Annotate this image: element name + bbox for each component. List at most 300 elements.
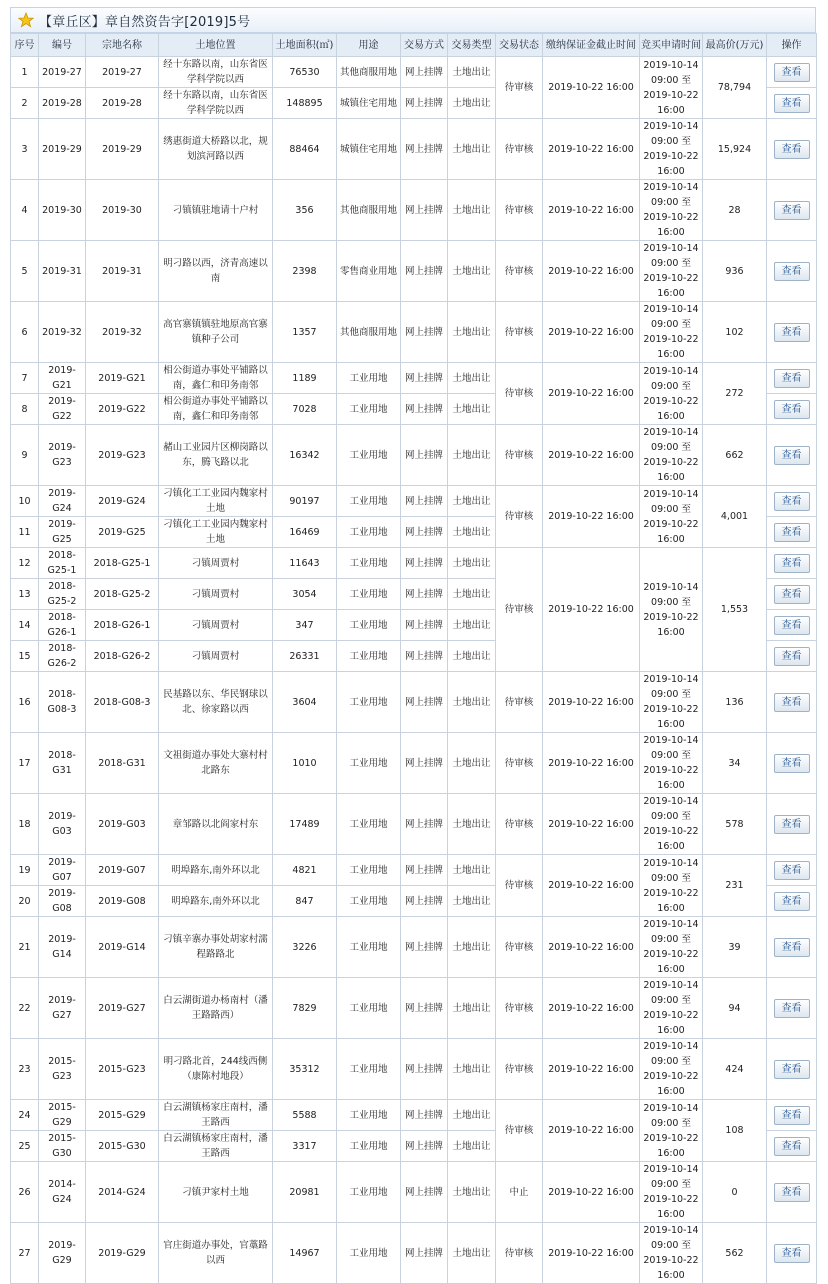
cell-max-price: 1,553 bbox=[703, 548, 767, 672]
cell-status: 待审核 bbox=[496, 1039, 543, 1100]
cell-code: 2019-G27 bbox=[39, 978, 86, 1039]
cell-method: 网上挂牌 bbox=[401, 88, 448, 119]
cell-area: 1010 bbox=[273, 733, 337, 794]
cell-status: 待审核 bbox=[496, 425, 543, 486]
cell-type: 土地出让 bbox=[448, 57, 496, 88]
cell-use: 工业用地 bbox=[337, 610, 401, 641]
table-row bbox=[11, 486, 817, 517]
cell-method: 网上挂牌 bbox=[401, 1100, 448, 1131]
cell-location: 明刁路以西，济青高速以南 bbox=[159, 241, 273, 302]
cell-method: 网上挂牌 bbox=[401, 794, 448, 855]
column-header-name: 宗地名称 bbox=[86, 34, 159, 57]
cell-status: 待审核 bbox=[496, 733, 543, 794]
cell-name: 2019-G22 bbox=[86, 394, 159, 425]
cell-method: 网上挂牌 bbox=[401, 733, 448, 794]
cell-use: 工业用地 bbox=[337, 978, 401, 1039]
cell-action bbox=[767, 610, 817, 641]
table-row bbox=[11, 855, 817, 886]
cell-code: 2019-G24 bbox=[39, 486, 86, 517]
cell-location: 官庄街道办事处，官藁路以西 bbox=[159, 1223, 273, 1284]
cell-name: 2019-G29 bbox=[86, 1223, 159, 1284]
view-button[interactable]: 查看 bbox=[774, 616, 810, 635]
cell-name: 2019-G21 bbox=[86, 363, 159, 394]
cell-max-price: 94 bbox=[703, 978, 767, 1039]
cell-action bbox=[767, 1223, 817, 1284]
cell-area: 5588 bbox=[273, 1100, 337, 1131]
cell-seq: 22 bbox=[11, 978, 39, 1039]
cell-seq: 26 bbox=[11, 1162, 39, 1223]
cell-area: 356 bbox=[273, 180, 337, 241]
cell-max-price: 562 bbox=[703, 1223, 767, 1284]
cell-method: 网上挂牌 bbox=[401, 886, 448, 917]
table-row bbox=[11, 57, 817, 88]
cell-apply-time: 2019-10-14 09:00 至 2019-10-22 16:00 bbox=[640, 1100, 703, 1162]
cell-name: 2019-G14 bbox=[86, 917, 159, 978]
cell-use: 工业用地 bbox=[337, 1100, 401, 1131]
cell-location: 章邹路以北阎家村东 bbox=[159, 794, 273, 855]
cell-type: 土地出让 bbox=[448, 241, 496, 302]
cell-area: 3604 bbox=[273, 672, 337, 733]
column-header-deposit-deadline: 缴纳保证金截止时间 bbox=[543, 34, 640, 57]
cell-name: 2018-G08-3 bbox=[86, 672, 159, 733]
table-row bbox=[11, 363, 817, 394]
cell-seq: 9 bbox=[11, 425, 39, 486]
cell-apply-time: 2019-10-14 09:00 至 2019-10-22 16:00 bbox=[640, 363, 703, 425]
cell-location: 刁镇尹家村土地 bbox=[159, 1162, 273, 1223]
cell-deposit-deadline: 2019-10-22 16:00 bbox=[543, 486, 640, 548]
cell-max-price: 0 bbox=[703, 1162, 767, 1223]
cell-area: 1357 bbox=[273, 302, 337, 363]
cell-location: 白云湖镇杨家庄南村，潘王路西 bbox=[159, 1131, 273, 1162]
table-row bbox=[11, 1162, 817, 1223]
cell-location: 明埠路东,南外环以北 bbox=[159, 855, 273, 886]
cell-seq: 11 bbox=[11, 517, 39, 548]
cell-seq: 13 bbox=[11, 579, 39, 610]
cell-action bbox=[767, 794, 817, 855]
view-button[interactable]: 查看 bbox=[774, 94, 810, 113]
cell-seq: 3 bbox=[11, 119, 39, 180]
table-row bbox=[11, 1223, 817, 1284]
cell-deposit-deadline: 2019-10-22 16:00 bbox=[543, 1223, 640, 1284]
cell-name: 2019-29 bbox=[86, 119, 159, 180]
cell-area: 847 bbox=[273, 886, 337, 917]
announcement-title: 【章丘区】章自然资告字[2019]5号 bbox=[39, 14, 251, 30]
cell-status: 待审核 bbox=[496, 119, 543, 180]
cell-area: 76530 bbox=[273, 57, 337, 88]
cell-location: 经十东路以南，山东省医学科学院以西 bbox=[159, 88, 273, 119]
cell-seq: 20 bbox=[11, 886, 39, 917]
cell-area: 26331 bbox=[273, 641, 337, 672]
cell-area: 11643 bbox=[273, 548, 337, 579]
cell-method: 网上挂牌 bbox=[401, 517, 448, 548]
cell-apply-time: 2019-10-14 09:00 至 2019-10-22 16:00 bbox=[640, 548, 703, 672]
cell-status: 待审核 bbox=[496, 855, 543, 917]
cell-apply-time: 2019-10-14 09:00 至 2019-10-22 16:00 bbox=[640, 302, 703, 363]
cell-seq: 10 bbox=[11, 486, 39, 517]
cell-method: 网上挂牌 bbox=[401, 180, 448, 241]
cell-code: 2019-G14 bbox=[39, 917, 86, 978]
cell-code: 2019-28 bbox=[39, 88, 86, 119]
column-header-location: 土地位置 bbox=[159, 34, 273, 57]
cell-location: 民基路以东、华民钢球以北、徐家路以西 bbox=[159, 672, 273, 733]
cell-use: 工业用地 bbox=[337, 363, 401, 394]
cell-seq: 14 bbox=[11, 610, 39, 641]
column-header-status: 交易状态 bbox=[496, 34, 543, 57]
cell-use: 工业用地 bbox=[337, 672, 401, 733]
cell-location: 刁镇周贾村 bbox=[159, 641, 273, 672]
cell-location: 刁镇镇驻地请十户村 bbox=[159, 180, 273, 241]
cell-action bbox=[767, 425, 817, 486]
table-row bbox=[11, 794, 817, 855]
land-parcel-table bbox=[10, 33, 817, 1284]
view-button[interactable]: 查看 bbox=[774, 999, 810, 1018]
column-header-use: 用途 bbox=[337, 34, 401, 57]
view-button[interactable]: 查看 bbox=[774, 400, 810, 419]
cell-action bbox=[767, 302, 817, 363]
table-row bbox=[11, 302, 817, 363]
cell-location: 相公街道办事处平铺路以南，鑫仁和印务南邻 bbox=[159, 394, 273, 425]
cell-action bbox=[767, 641, 817, 672]
cell-code: 2018-G25-2 bbox=[39, 579, 86, 610]
cell-type: 土地出让 bbox=[448, 1162, 496, 1223]
cell-name: 2019-28 bbox=[86, 88, 159, 119]
cell-use: 工业用地 bbox=[337, 855, 401, 886]
cell-area: 14967 bbox=[273, 1223, 337, 1284]
cell-apply-time: 2019-10-14 09:00 至 2019-10-22 16:00 bbox=[640, 672, 703, 733]
cell-code: 2019-G23 bbox=[39, 425, 86, 486]
view-button[interactable]: 查看 bbox=[774, 1106, 810, 1125]
cell-method: 网上挂牌 bbox=[401, 241, 448, 302]
cell-method: 网上挂牌 bbox=[401, 610, 448, 641]
cell-apply-time: 2019-10-14 09:00 至 2019-10-22 16:00 bbox=[640, 486, 703, 548]
cell-deposit-deadline: 2019-10-22 16:00 bbox=[543, 1100, 640, 1162]
cell-seq: 27 bbox=[11, 1223, 39, 1284]
view-button[interactable]: 查看 bbox=[774, 938, 810, 957]
cell-method: 网上挂牌 bbox=[401, 1223, 448, 1284]
view-button[interactable]: 查看 bbox=[774, 63, 810, 82]
view-button[interactable]: 查看 bbox=[774, 892, 810, 911]
cell-method: 网上挂牌 bbox=[401, 672, 448, 733]
cell-method: 网上挂牌 bbox=[401, 548, 448, 579]
cell-seq: 17 bbox=[11, 733, 39, 794]
cell-apply-time: 2019-10-14 09:00 至 2019-10-22 16:00 bbox=[640, 241, 703, 302]
cell-method: 网上挂牌 bbox=[401, 1039, 448, 1100]
cell-location: 刁镇化工工业园内魏家村土地 bbox=[159, 486, 273, 517]
cell-method: 网上挂牌 bbox=[401, 425, 448, 486]
cell-name: 2014-G24 bbox=[86, 1162, 159, 1223]
cell-use: 工业用地 bbox=[337, 794, 401, 855]
cell-seq: 16 bbox=[11, 672, 39, 733]
cell-area: 90197 bbox=[273, 486, 337, 517]
table-row bbox=[11, 180, 817, 241]
cell-status: 待审核 bbox=[496, 548, 543, 672]
star-icon[interactable] bbox=[15, 11, 37, 29]
cell-location: 绣惠街道大桥路以北，规划滨河路以西 bbox=[159, 119, 273, 180]
cell-apply-time: 2019-10-14 09:00 至 2019-10-22 16:00 bbox=[640, 733, 703, 794]
cell-seq: 25 bbox=[11, 1131, 39, 1162]
cell-location: 白云湖镇杨家庄南村，潘王路西 bbox=[159, 1100, 273, 1131]
cell-area: 7829 bbox=[273, 978, 337, 1039]
cell-code: 2019-31 bbox=[39, 241, 86, 302]
cell-seq: 6 bbox=[11, 302, 39, 363]
column-header-area: 土地面积(㎡) bbox=[273, 34, 337, 57]
cell-apply-time: 2019-10-14 09:00 至 2019-10-22 16:00 bbox=[640, 425, 703, 486]
cell-area: 3226 bbox=[273, 917, 337, 978]
cell-deposit-deadline: 2019-10-22 16:00 bbox=[543, 302, 640, 363]
view-button[interactable]: 查看 bbox=[774, 1244, 810, 1263]
cell-seq: 18 bbox=[11, 794, 39, 855]
table-row bbox=[11, 119, 817, 180]
cell-type: 土地出让 bbox=[448, 1039, 496, 1100]
view-button[interactable]: 查看 bbox=[774, 861, 810, 880]
cell-type: 土地出让 bbox=[448, 1131, 496, 1162]
cell-location: 刁镇周贾村 bbox=[159, 579, 273, 610]
cell-max-price: 231 bbox=[703, 855, 767, 917]
cell-seq: 21 bbox=[11, 917, 39, 978]
cell-location: 刁镇周贾村 bbox=[159, 610, 273, 641]
cell-deposit-deadline: 2019-10-22 16:00 bbox=[543, 733, 640, 794]
cell-action bbox=[767, 886, 817, 917]
column-header-seq: 序号 bbox=[11, 34, 39, 57]
cell-area: 88464 bbox=[273, 119, 337, 180]
cell-method: 网上挂牌 bbox=[401, 302, 448, 363]
cell-code: 2018-G31 bbox=[39, 733, 86, 794]
cell-location: 刁镇化工工业园内魏家村土地 bbox=[159, 517, 273, 548]
cell-deposit-deadline: 2019-10-22 16:00 bbox=[543, 180, 640, 241]
table-header-row bbox=[11, 34, 817, 57]
cell-type: 土地出让 bbox=[448, 363, 496, 394]
view-button[interactable]: 查看 bbox=[774, 262, 810, 281]
cell-max-price: 662 bbox=[703, 425, 767, 486]
cell-location: 刁镇辛寨办事处胡家村濡程路路北 bbox=[159, 917, 273, 978]
cell-location: 文祖街道办事处大寨村村北路东 bbox=[159, 733, 273, 794]
cell-deposit-deadline: 2019-10-22 16:00 bbox=[543, 1162, 640, 1223]
view-button[interactable]: 查看 bbox=[774, 369, 810, 388]
cell-apply-time: 2019-10-14 09:00 至 2019-10-22 16:00 bbox=[640, 794, 703, 855]
cell-max-price: 4,001 bbox=[703, 486, 767, 548]
table-row bbox=[11, 241, 817, 302]
cell-seq: 7 bbox=[11, 363, 39, 394]
cell-action bbox=[767, 855, 817, 886]
cell-method: 网上挂牌 bbox=[401, 1131, 448, 1162]
cell-use: 工业用地 bbox=[337, 548, 401, 579]
cell-type: 土地出让 bbox=[448, 88, 496, 119]
cell-deposit-deadline: 2019-10-22 16:00 bbox=[543, 794, 640, 855]
cell-max-price: 578 bbox=[703, 794, 767, 855]
cell-method: 网上挂牌 bbox=[401, 119, 448, 180]
view-button[interactable]: 查看 bbox=[774, 1137, 810, 1156]
cell-use: 其他商服用地 bbox=[337, 180, 401, 241]
cell-method: 网上挂牌 bbox=[401, 579, 448, 610]
cell-action bbox=[767, 1100, 817, 1131]
cell-name: 2019-G27 bbox=[86, 978, 159, 1039]
cell-deposit-deadline: 2019-10-22 16:00 bbox=[543, 672, 640, 733]
view-button[interactable]: 查看 bbox=[774, 693, 810, 712]
cell-status: 待审核 bbox=[496, 180, 543, 241]
view-button[interactable]: 查看 bbox=[774, 140, 810, 159]
cell-seq: 24 bbox=[11, 1100, 39, 1131]
cell-status: 待审核 bbox=[496, 486, 543, 548]
cell-apply-time: 2019-10-14 09:00 至 2019-10-22 16:00 bbox=[640, 57, 703, 119]
cell-area: 35312 bbox=[273, 1039, 337, 1100]
cell-code: 2018-G08-3 bbox=[39, 672, 86, 733]
cell-location: 高官寨镇镇驻地原高官寨镇种子公司 bbox=[159, 302, 273, 363]
table-row bbox=[11, 917, 817, 978]
cell-action bbox=[767, 517, 817, 548]
cell-location: 明埠路东,南外环以北 bbox=[159, 886, 273, 917]
cell-action bbox=[767, 978, 817, 1039]
view-button[interactable]: 查看 bbox=[774, 754, 810, 773]
view-button[interactable]: 查看 bbox=[774, 815, 810, 834]
view-button[interactable]: 查看 bbox=[774, 323, 810, 342]
cell-max-price: 108 bbox=[703, 1100, 767, 1162]
cell-code: 2018-G26-2 bbox=[39, 641, 86, 672]
view-button[interactable]: 查看 bbox=[774, 1060, 810, 1079]
cell-type: 土地出让 bbox=[448, 610, 496, 641]
cell-use: 工业用地 bbox=[337, 425, 401, 486]
cell-deposit-deadline: 2019-10-22 16:00 bbox=[543, 363, 640, 425]
cell-name: 2019-G24 bbox=[86, 486, 159, 517]
cell-max-price: 272 bbox=[703, 363, 767, 425]
cell-name: 2019-30 bbox=[86, 180, 159, 241]
title-bar bbox=[10, 7, 816, 33]
cell-code: 2015-G29 bbox=[39, 1100, 86, 1131]
view-button[interactable]: 查看 bbox=[774, 201, 810, 220]
cell-use: 工业用地 bbox=[337, 886, 401, 917]
cell-location: 刁镇周贾村 bbox=[159, 548, 273, 579]
cell-location: 明刁路北首，244线西侧（康陈村地段） bbox=[159, 1039, 273, 1100]
cell-max-price: 78,794 bbox=[703, 57, 767, 119]
cell-name: 2019-G25 bbox=[86, 517, 159, 548]
cell-code: 2019-G22 bbox=[39, 394, 86, 425]
cell-action bbox=[767, 180, 817, 241]
cell-status: 待审核 bbox=[496, 1100, 543, 1162]
view-button[interactable]: 查看 bbox=[774, 647, 810, 666]
cell-max-price: 936 bbox=[703, 241, 767, 302]
cell-location: 经十东路以南，山东省医学科学院以西 bbox=[159, 57, 273, 88]
cell-action bbox=[767, 917, 817, 978]
cell-action bbox=[767, 548, 817, 579]
cell-seq: 4 bbox=[11, 180, 39, 241]
cell-deposit-deadline: 2019-10-22 16:00 bbox=[543, 425, 640, 486]
cell-use: 工业用地 bbox=[337, 394, 401, 425]
cell-type: 土地出让 bbox=[448, 886, 496, 917]
cell-use: 工业用地 bbox=[337, 917, 401, 978]
cell-code: 2019-G03 bbox=[39, 794, 86, 855]
cell-use: 其他商服用地 bbox=[337, 302, 401, 363]
cell-max-price: 102 bbox=[703, 302, 767, 363]
cell-type: 土地出让 bbox=[448, 855, 496, 886]
view-button[interactable]: 查看 bbox=[774, 446, 810, 465]
cell-code: 2019-30 bbox=[39, 180, 86, 241]
cell-area: 7028 bbox=[273, 394, 337, 425]
cell-action bbox=[767, 733, 817, 794]
cell-deposit-deadline: 2019-10-22 16:00 bbox=[543, 548, 640, 672]
cell-max-price: 39 bbox=[703, 917, 767, 978]
cell-status: 中止 bbox=[496, 1162, 543, 1223]
cell-type: 土地出让 bbox=[448, 917, 496, 978]
cell-seq: 5 bbox=[11, 241, 39, 302]
cell-name: 2019-31 bbox=[86, 241, 159, 302]
column-header-apply-time: 竞买申请时间 bbox=[640, 34, 703, 57]
cell-action bbox=[767, 486, 817, 517]
table-row bbox=[11, 672, 817, 733]
cell-max-price: 15,924 bbox=[703, 119, 767, 180]
announcement-panel bbox=[10, 7, 816, 1284]
cell-use: 工业用地 bbox=[337, 1223, 401, 1284]
cell-use: 其他商服用地 bbox=[337, 57, 401, 88]
cell-use: 工业用地 bbox=[337, 1162, 401, 1223]
view-button[interactable]: 查看 bbox=[774, 1183, 810, 1202]
cell-type: 土地出让 bbox=[448, 978, 496, 1039]
cell-area: 347 bbox=[273, 610, 337, 641]
cell-deposit-deadline: 2019-10-22 16:00 bbox=[543, 917, 640, 978]
cell-status: 待审核 bbox=[496, 794, 543, 855]
cell-action bbox=[767, 394, 817, 425]
cell-seq: 15 bbox=[11, 641, 39, 672]
column-header-max-price: 最高价(万元) bbox=[703, 34, 767, 57]
cell-code: 2019-G29 bbox=[39, 1223, 86, 1284]
cell-use: 城镇住宅用地 bbox=[337, 119, 401, 180]
cell-max-price: 28 bbox=[703, 180, 767, 241]
cell-type: 土地出让 bbox=[448, 180, 496, 241]
cell-code: 2018-G25-1 bbox=[39, 548, 86, 579]
cell-action bbox=[767, 672, 817, 733]
cell-apply-time: 2019-10-14 09:00 至 2019-10-22 16:00 bbox=[640, 1162, 703, 1223]
cell-method: 网上挂牌 bbox=[401, 57, 448, 88]
cell-use: 工业用地 bbox=[337, 1039, 401, 1100]
cell-location: 赭山工业园片区柳岗路以东，腾飞路以北 bbox=[159, 425, 273, 486]
cell-location: 相公街道办事处平铺路以南，鑫仁和印务南邻 bbox=[159, 363, 273, 394]
cell-action bbox=[767, 1131, 817, 1162]
column-header-code: 编号 bbox=[39, 34, 86, 57]
cell-use: 零售商业用地 bbox=[337, 241, 401, 302]
table-row bbox=[11, 733, 817, 794]
cell-method: 网上挂牌 bbox=[401, 855, 448, 886]
cell-area: 1189 bbox=[273, 363, 337, 394]
cell-area: 16342 bbox=[273, 425, 337, 486]
cell-seq: 23 bbox=[11, 1039, 39, 1100]
cell-name: 2018-G25-1 bbox=[86, 548, 159, 579]
cell-seq: 1 bbox=[11, 57, 39, 88]
column-header-type: 交易类型 bbox=[448, 34, 496, 57]
cell-code: 2015-G23 bbox=[39, 1039, 86, 1100]
view-button[interactable]: 查看 bbox=[774, 554, 810, 573]
cell-deposit-deadline: 2019-10-22 16:00 bbox=[543, 978, 640, 1039]
cell-deposit-deadline: 2019-10-22 16:00 bbox=[543, 57, 640, 119]
cell-type: 土地出让 bbox=[448, 548, 496, 579]
cell-seq: 12 bbox=[11, 548, 39, 579]
cell-method: 网上挂牌 bbox=[401, 486, 448, 517]
view-button[interactable]: 查看 bbox=[774, 492, 810, 511]
cell-use: 工业用地 bbox=[337, 517, 401, 548]
cell-name: 2018-G26-2 bbox=[86, 641, 159, 672]
cell-area: 17489 bbox=[273, 794, 337, 855]
cell-area: 4821 bbox=[273, 855, 337, 886]
cell-name: 2019-32 bbox=[86, 302, 159, 363]
view-button[interactable]: 查看 bbox=[774, 585, 810, 604]
cell-apply-time: 2019-10-14 09:00 至 2019-10-22 16:00 bbox=[640, 180, 703, 241]
view-button[interactable]: 查看 bbox=[774, 523, 810, 542]
cell-name: 2018-G26-1 bbox=[86, 610, 159, 641]
cell-use: 工业用地 bbox=[337, 641, 401, 672]
cell-code: 2015-G30 bbox=[39, 1131, 86, 1162]
cell-name: 2015-G30 bbox=[86, 1131, 159, 1162]
cell-name: 2018-G25-2 bbox=[86, 579, 159, 610]
table-row bbox=[11, 425, 817, 486]
cell-type: 土地出让 bbox=[448, 733, 496, 794]
cell-method: 网上挂牌 bbox=[401, 1162, 448, 1223]
